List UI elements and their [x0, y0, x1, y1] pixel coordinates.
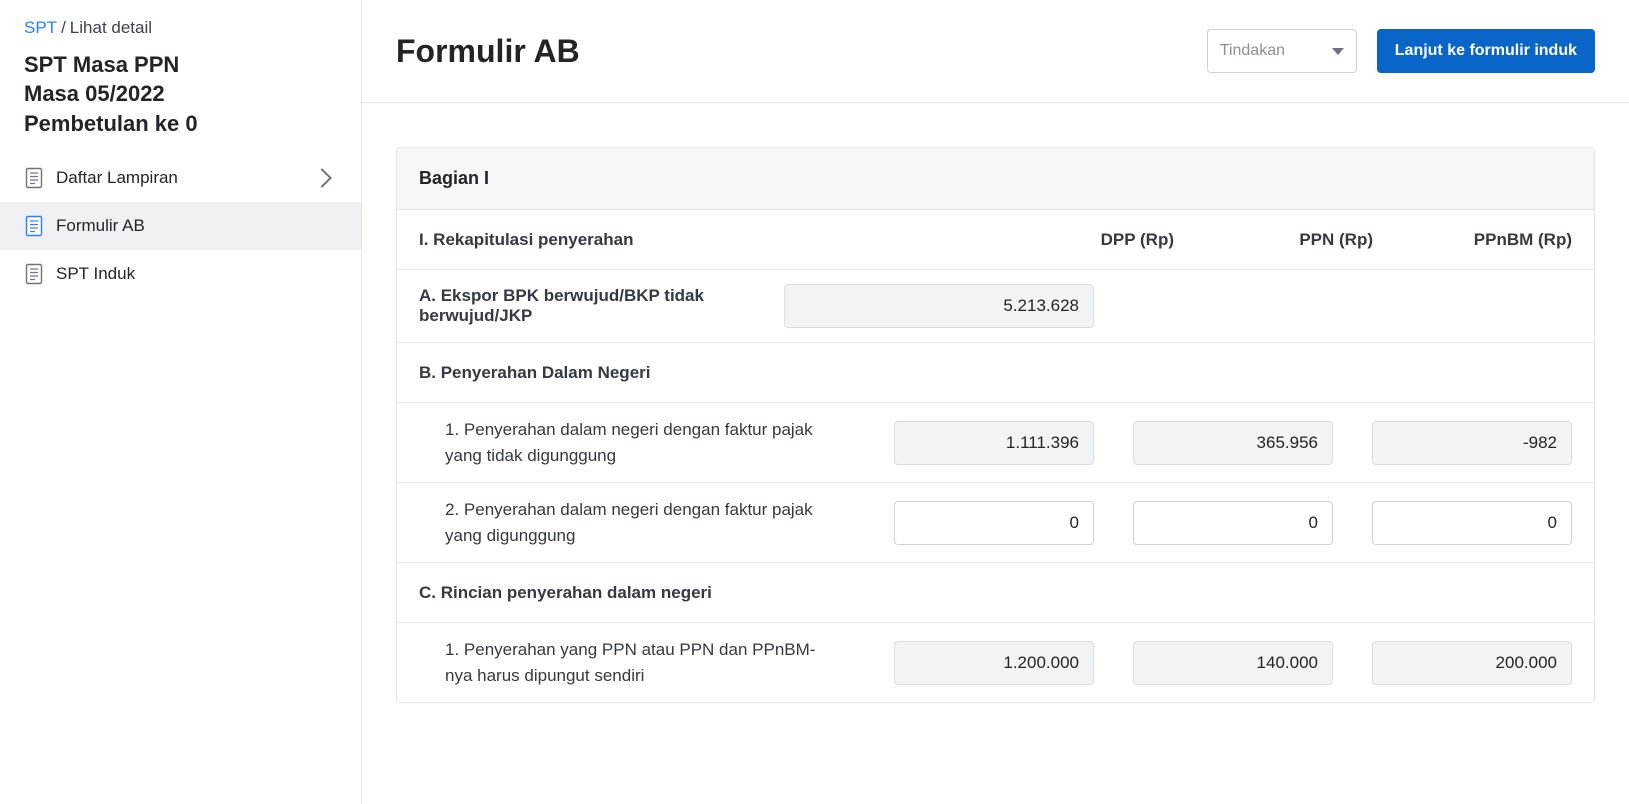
table-row [397, 483, 1594, 563]
chevron-down-icon [1332, 48, 1344, 55]
tindakan-dropdown[interactable] [1207, 29, 1357, 73]
main-body [362, 103, 1629, 804]
spt-title-line-2: Masa 05/2022 [24, 81, 165, 107]
table-row [397, 343, 1594, 403]
input-ppn[interactable] [1133, 641, 1333, 685]
main-content [362, 0, 1629, 804]
input-dpp[interactable] [894, 641, 1094, 685]
table-row [397, 563, 1594, 623]
cell-ppnbm [1372, 421, 1572, 465]
spt-title-line-1: SPT Masa PPN [24, 52, 180, 77]
row-label: C. Rincian penyerahan dalam negeri [419, 582, 712, 602]
input-dpp[interactable] [784, 284, 1094, 328]
document-icon [24, 263, 44, 285]
input-dpp[interactable] [894, 501, 1094, 545]
column-header-ppn: PPN (Rp) [1299, 229, 1373, 249]
sidebar [0, 0, 362, 804]
document-icon [24, 167, 44, 189]
cell-dpp [894, 501, 1094, 545]
row-label: 2. Penyerahan dalam negeri dengan faktur pajak yang digunggung [445, 500, 813, 545]
sidebar-item-label: Daftar Lampiran [56, 168, 178, 188]
column-header-ppnbm: PPnBM (Rp) [1473, 229, 1572, 249]
sidebar-nav [0, 154, 361, 298]
cell-dpp [894, 641, 1094, 685]
sidebar-item-daftar-lampiran[interactable] [0, 154, 361, 202]
row-label: 1. Penyerahan dalam negeri dengan faktur pajak yang tidak digunggung [445, 420, 813, 465]
sidebar-item-label: SPT Induk [56, 264, 136, 284]
page-title: Formulir AB [396, 32, 580, 69]
sidebar-item-formulir-ab[interactable] [0, 202, 361, 250]
cell-ppn [1133, 641, 1333, 685]
row-label: 1. Penyerahan yang PPN atau PPN dan PPnBM-nya harus dipungut sendiri [445, 640, 816, 685]
cell-ppnbm [1372, 641, 1572, 685]
row-label: A. Ekspor BPK berwujud/BKP tidak berwujud/JKP [419, 286, 704, 325]
card-header-bagian-i: Bagian I [397, 148, 1594, 210]
input-ppnbm[interactable] [1372, 501, 1572, 545]
cell-ppnbm [1372, 501, 1572, 545]
cell-dpp [784, 284, 1094, 328]
cell-ppn [1133, 501, 1333, 545]
spt-title [0, 50, 361, 138]
cell-dpp [894, 421, 1094, 465]
chevron-right-icon[interactable] [312, 169, 332, 189]
input-dpp[interactable] [894, 421, 1094, 465]
spt-title-line-3: Pembetulan ke 0 [24, 110, 198, 136]
input-ppnbm[interactable] [1372, 641, 1572, 685]
main-header [362, 0, 1629, 103]
column-header-dpp: DPP (Rp) [1100, 229, 1174, 249]
table-row [397, 270, 1594, 343]
input-ppnbm[interactable] [1372, 421, 1572, 465]
breadcrumb-link-spt[interactable]: SPT [24, 18, 58, 37]
breadcrumb-current: Lihat detail [69, 18, 153, 37]
sidebar-item-label: Formulir AB [56, 216, 145, 236]
cell-ppn [1133, 421, 1333, 465]
document-icon [24, 215, 44, 237]
input-ppn[interactable] [1133, 501, 1333, 545]
tindakan-dropdown-label: Tindakan [1219, 42, 1285, 59]
breadcrumb [0, 18, 361, 38]
table-row [397, 403, 1594, 483]
row-label: B. Penyerahan Dalam Negeri [419, 362, 651, 382]
sidebar-item-spt-induk[interactable] [0, 250, 361, 298]
section-title: I. Rekapitulasi penyerahan [419, 229, 634, 249]
input-ppn[interactable] [1133, 421, 1333, 465]
table-row [397, 623, 1594, 702]
table-header-row [397, 210, 1594, 270]
breadcrumb-separator: / [61, 18, 66, 37]
lanjut-ke-formulir-induk-button[interactable]: Lanjut ke formulir induk [1377, 29, 1595, 73]
bagian-i-card [396, 147, 1595, 703]
header-actions [1207, 29, 1595, 73]
